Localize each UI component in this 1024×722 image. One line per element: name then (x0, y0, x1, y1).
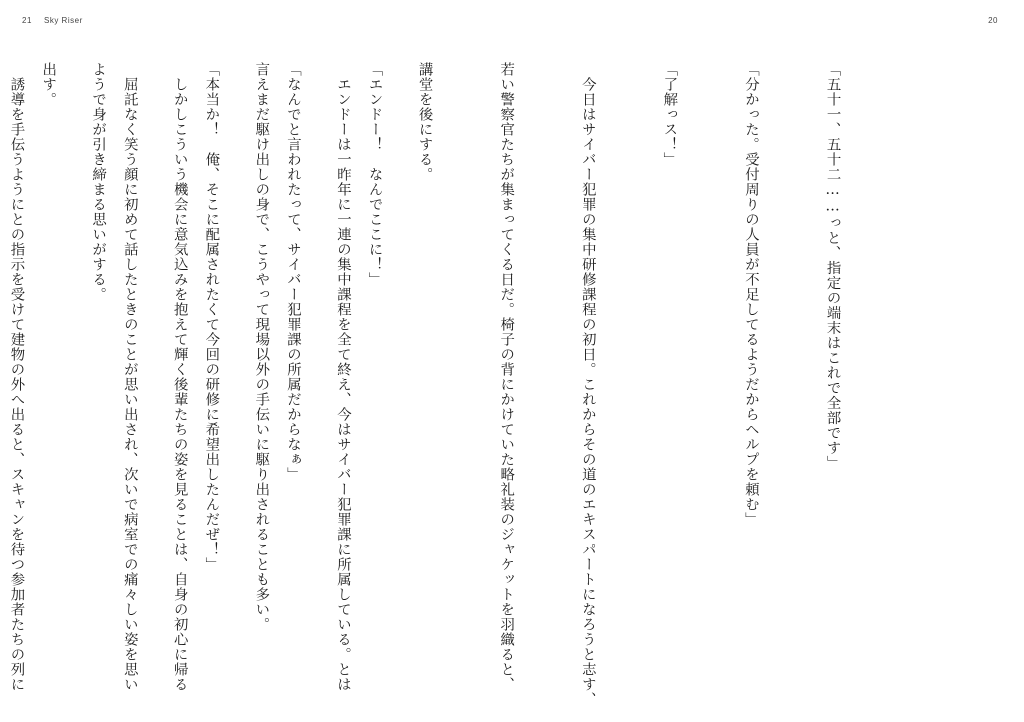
left-page-body (22, 62, 442, 692)
text-line: 今日はサイバー犯罪の集中研修課程の初日。これからその道のエキスパートになろうと志す、 (579, 62, 596, 707)
text-line: 屈託なく笑う顔に初めて話したときのことが思い出され、次いで病室での痛々しい姿を思い (121, 62, 138, 692)
text-line: ようで身が引き締まる思いがする。 (90, 62, 107, 302)
text-line: 言えまだ駆け出しの身で、こうやって現場以外の手伝いに駆り出されることも多い。 (253, 62, 270, 632)
text-line: しかしこういう機会に意気込みを抱えて輝く後輩たちの姿を見ることは、自身の初心に帰る (171, 62, 188, 692)
running-title: Sky Riser (44, 16, 83, 25)
text-line: エンドーは一昨年に一連の集中課程を全て終え、今はサイバー犯罪課に所属している。とは (334, 62, 351, 692)
left-page-number: 21 (22, 16, 32, 25)
text-line: 「分かった。受付周りの人員が不足してるようだからヘルプを頼む」 (742, 62, 759, 527)
text-line: 「なんでと言われたって、サイバー犯罪課の所属だからなぁ」 (284, 62, 301, 482)
text-line: 「五十一、五十二……っと、指定の端末はこれで全部です」 (824, 62, 841, 471)
text-line: 講堂を後にする。 (416, 62, 433, 182)
text-line: 若い警察官たちが集まってくる日だ。椅子の背にかけていた略礼装のジャケットを羽織ると、 (498, 62, 515, 692)
text-line: 「了解っス！」 (661, 62, 678, 167)
text-line: 誘導を手伝うようにとの指示を受けて建物の外へ出ると、スキャンを待つ参加者たちの列に (8, 62, 25, 692)
text-line: 「本当か！ 俺、そこに配属されたくて今回の研修に希望出したんだぜ！」 (203, 62, 220, 572)
text-line: 「エンドー！ なんでここに！」 (366, 62, 383, 287)
text-line: 出す。 (40, 62, 57, 107)
right-page-number: 20 (988, 16, 998, 25)
